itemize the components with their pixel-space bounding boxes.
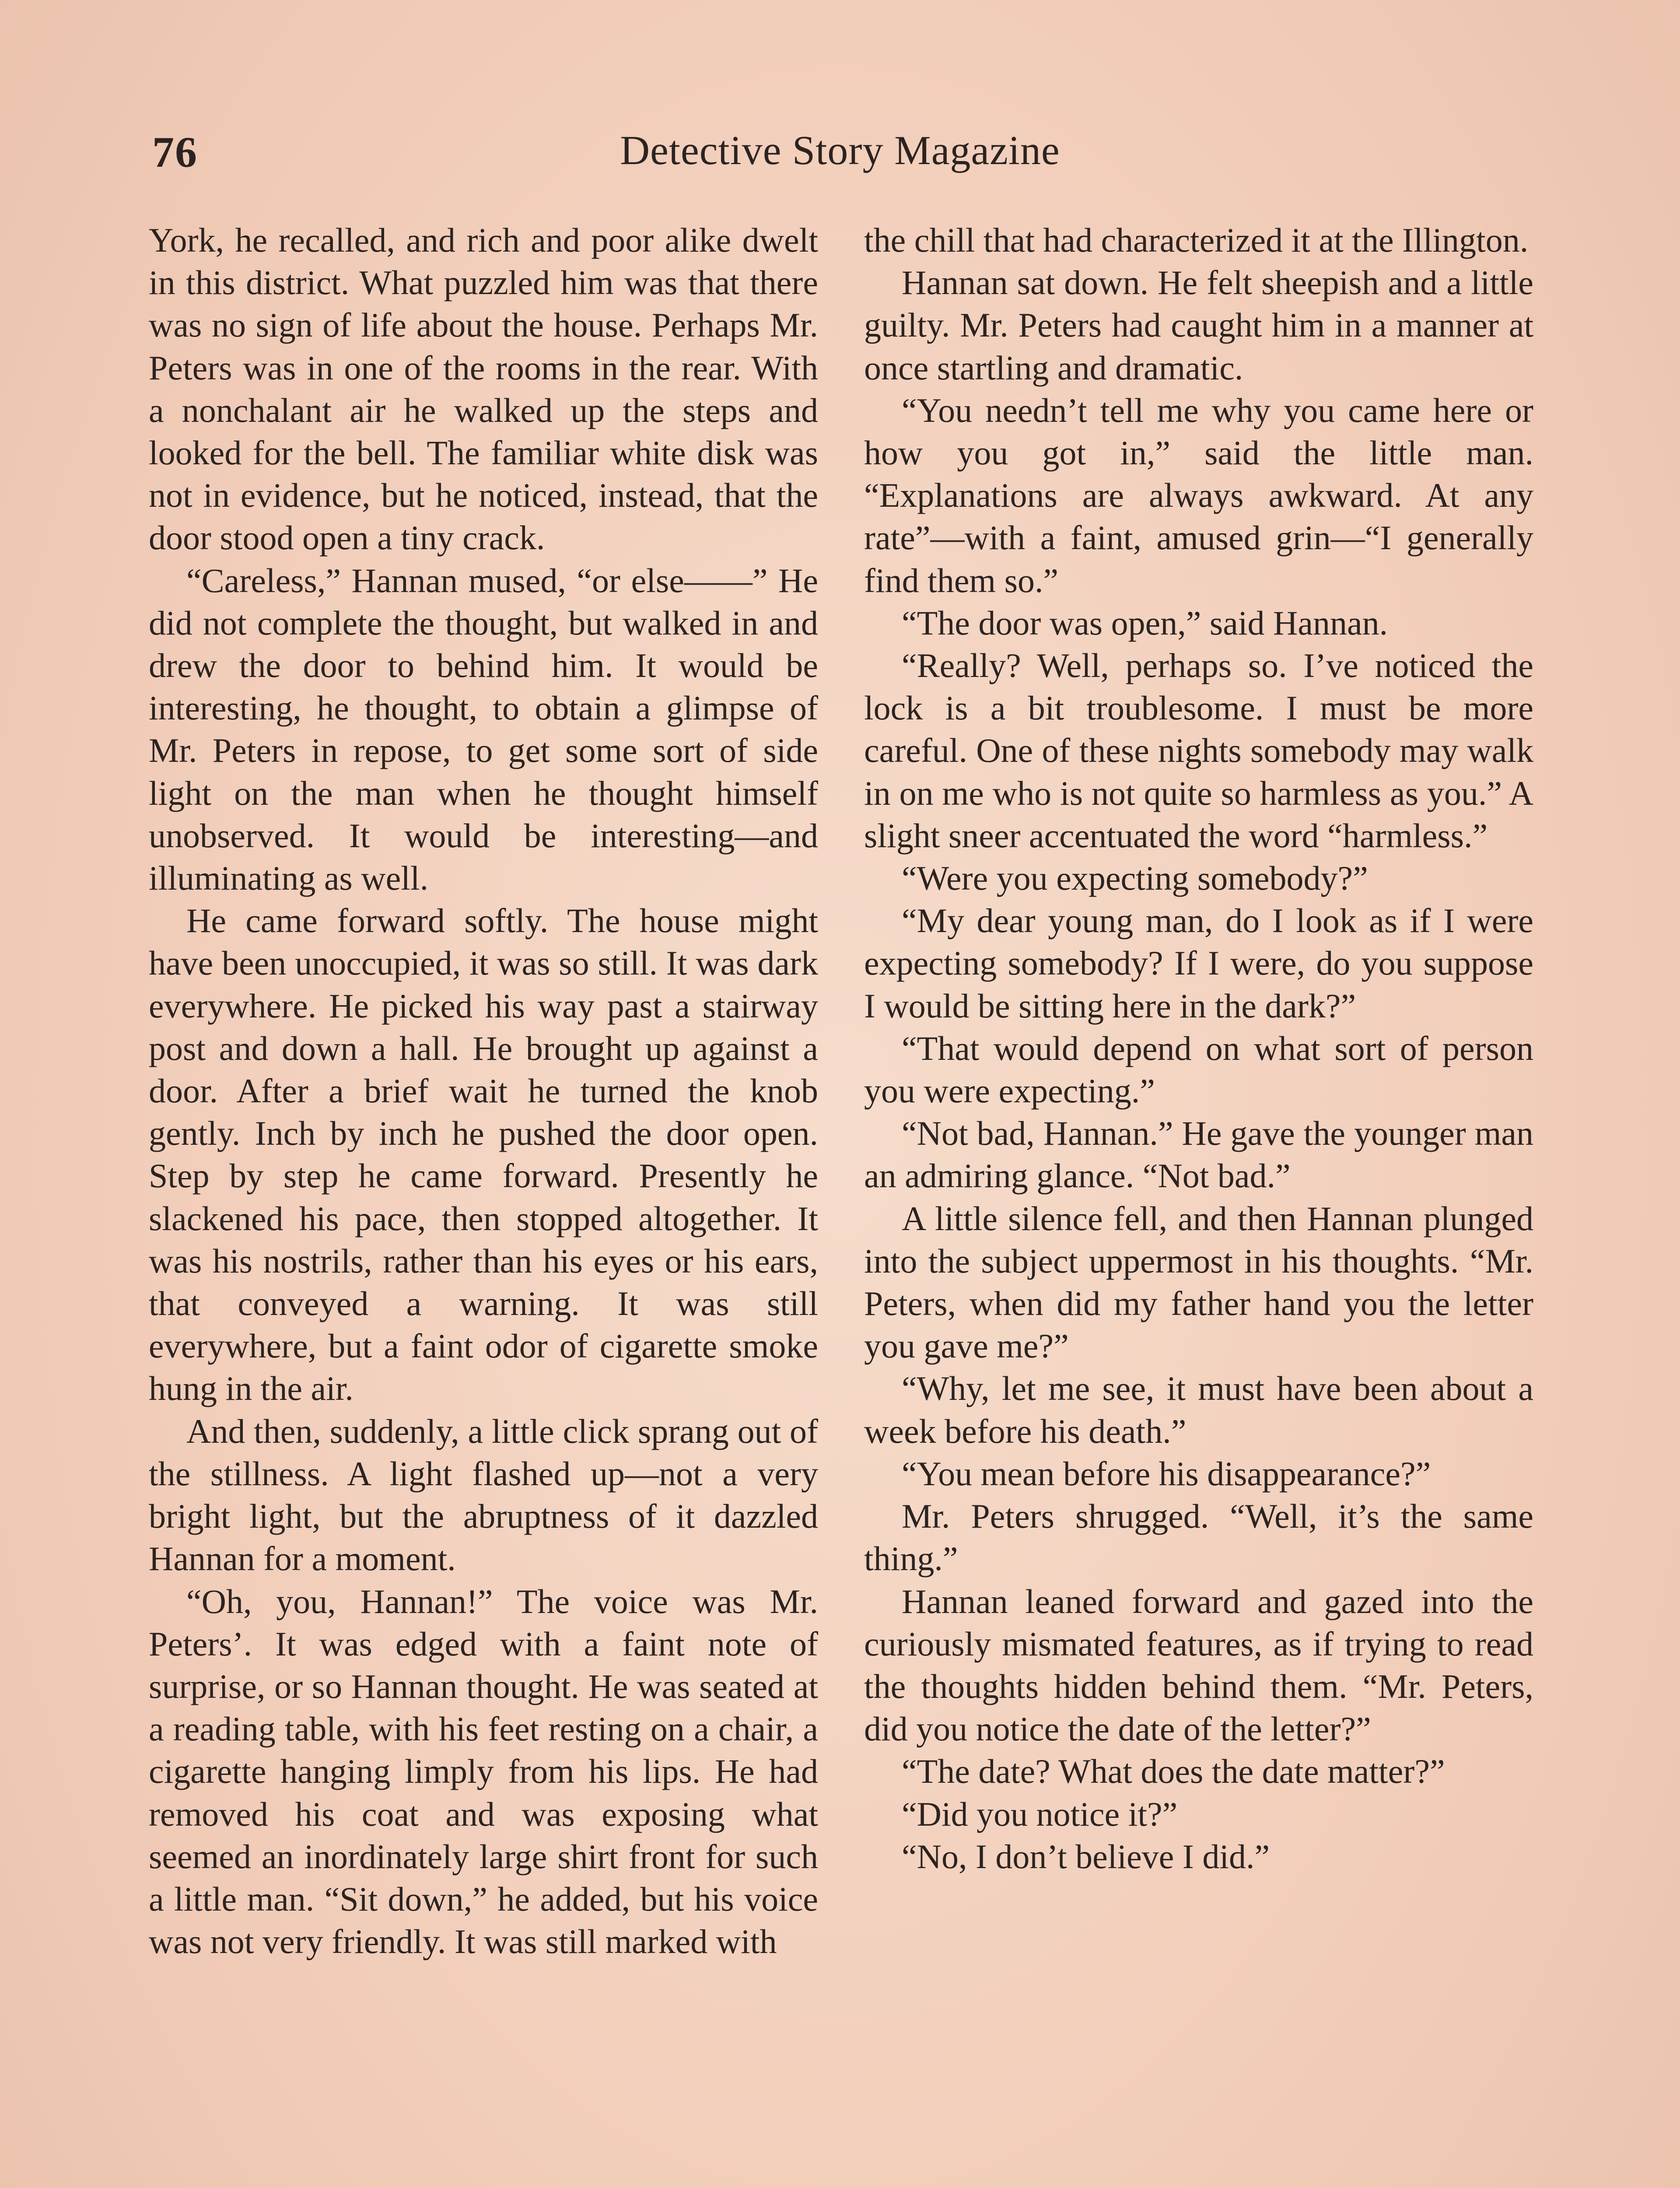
paragraph: “Were you expecting somebody?” — [902, 859, 1368, 898]
paragraph: “Not bad, Hannan.” He gave the younger man an admiring glance. “Not bad.” — [864, 1114, 1533, 1195]
left-column — [149, 219, 818, 1963]
paragraph: “The door was open,” said Hannan. — [902, 603, 1388, 642]
paragraph: Mr. Peters shrugged. “Well, it’s the same thing.” — [864, 1497, 1533, 1578]
page-number: 76 — [152, 128, 198, 176]
paragraph: Hannan sat down. He felt sheepish and a little guilty. Mr. Peters had caught him in a manner at once startling and dramatic. — [864, 263, 1533, 387]
paragraph: “No, I don’t believe I did.” — [902, 1837, 1270, 1876]
paragraph: “You mean before his disappearance?” — [902, 1454, 1431, 1493]
paragraph: “Careless,” Hannan mused, “or else——” He did not complete the thought, but walked in and drew the door to behind him. It would be interesting, he thought, to obtain a glimpse of Mr. Peters in repose, to get some sort of side light on the man when he thought himself unobserved. It would be interesting—and illuminating as well. — [149, 561, 818, 898]
paragraph: “Oh, you, Hannan!” The voice was Mr. Peters’. It was edged with a faint note of surprise, or so Hannan thought. He was seated at a reading table, with his feet resting on a chair, a cigarette hanging limply from his lips. He had removed his coat and was exposing what seemed an inordinately large shirt front for such a little man. “Sit down,” he added, but his voice was not very friendly. It was still marked with — [149, 1582, 818, 1961]
paragraph: “The date? What does the date matter?” — [902, 1752, 1445, 1791]
paragraph: “My dear young man, do I look as if I were expecting somebody? If I were, do you suppose I would be sitting here in the dark?” — [864, 901, 1533, 1025]
paragraph: “You needn’t tell me why you came here or how you got in,” said the little man. “Explanations are always awkward. At any rate”—with a faint, amused grin—“I generally find them so.” — [864, 391, 1533, 600]
paragraph: “Really? Well, perhaps so. I’ve noticed the lock is a bit troublesome. I must be more careful. One of these nights somebody may walk in on me who is not quite so harmless as you.” A slight sneer accentuated the word “harmless.” — [864, 646, 1533, 855]
paragraph: A little silence fell, and then Hannan plunged into the subject uppermost in his thoughts. “Mr. Peters, when did my father hand you the letter you gave me?” — [864, 1199, 1533, 1365]
paragraph: the chill that had characterized it at the Illington. — [864, 221, 1529, 259]
paragraph: “That would depend on what sort of person you were expecting.” — [864, 1029, 1533, 1110]
paragraph: “Why, let me see, it must have been about a week before his death.” — [864, 1369, 1533, 1450]
paragraph: “Did you notice it?” — [902, 1795, 1178, 1833]
paragraph: He came forward softly. The house might have been unoccupied, it was so still. It was dark everywhere. He picked his way past a stairway post and down a hall. He brought up against a door. After a brief wait he turned the knob gently. Inch by inch he pushed the door open. Step by step he came forward. Presently he slackened his pace, then stopped altogether. It was his nostrils, rather than his eyes or his ears, that conveyed a warning. It was still everywhere, but a faint odor of cigarette smoke hung in the air. — [149, 901, 818, 1408]
paragraph: And then, suddenly, a little click sprang out of the stillness. A light flashed up—not a very bright light, but the abruptness of it dazzled Hannan for a moment. — [149, 1412, 818, 1578]
right-column — [864, 219, 1533, 1878]
running-title: Detective Story Magazine — [620, 128, 1060, 173]
page-header — [149, 127, 1531, 193]
paragraph: York, he recalled, and rich and poor alike dwelt in this district. What puzzled him was that there was no sign of life about the house. Perhaps Mr. Peters was in one of the rooms in the rear. With a nonchalant air he walked up the steps and looked for the bell. The familiar white disk was not in evidence, but he noticed, instead, that the door stood open a tiny crack. — [149, 221, 818, 557]
paragraph: Hannan leaned forward and gazed into the curiously mismated features, as if trying to read the thoughts hidden behind them. “Mr. Peters, did you notice the date of the letter?” — [864, 1582, 1533, 1748]
